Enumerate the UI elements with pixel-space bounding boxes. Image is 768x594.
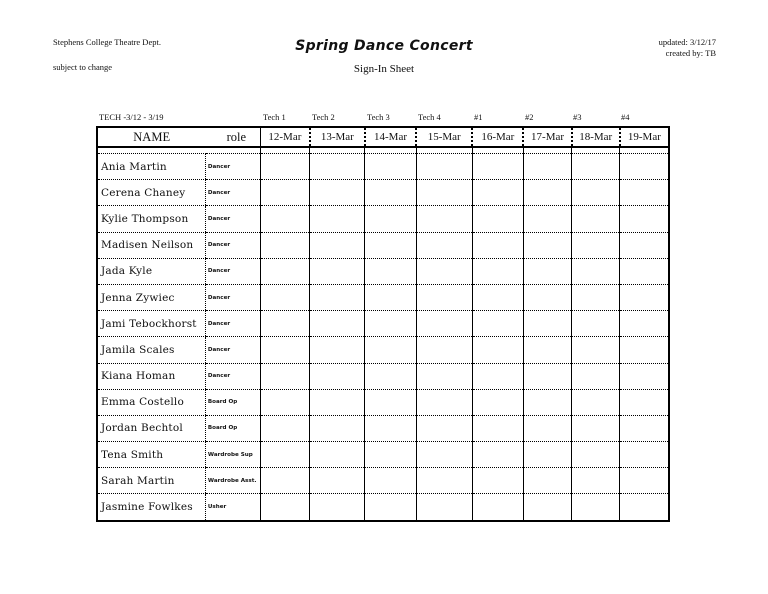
sign-in-cell[interactable] [310, 363, 365, 389]
sign-in-cell[interactable] [261, 258, 310, 284]
date-column-header: 12-Mar [261, 127, 310, 147]
sign-in-cell[interactable] [572, 154, 620, 180]
sign-in-cell[interactable] [472, 468, 523, 494]
sign-in-cell[interactable] [310, 180, 365, 206]
column-group-label: Tech 1 [263, 112, 286, 122]
date-column-header: 18-Mar [572, 127, 620, 147]
sign-in-cell[interactable] [523, 284, 571, 310]
sign-in-cell[interactable] [472, 494, 523, 521]
person-name: Sarah Martin [97, 468, 205, 494]
sign-in-cell[interactable] [620, 232, 669, 258]
date-column-header: 15-Mar [416, 127, 472, 147]
name-column-header: NAME [97, 127, 205, 147]
sign-in-cell[interactable] [365, 154, 416, 180]
sign-in-cell[interactable] [261, 232, 310, 258]
sign-in-cell[interactable] [416, 180, 472, 206]
sign-in-cell[interactable] [365, 258, 416, 284]
sign-in-cell[interactable] [472, 442, 523, 468]
sign-in-cell[interactable] [416, 468, 472, 494]
sign-in-cell[interactable] [416, 258, 472, 284]
person-name: Tena Smith [97, 442, 205, 468]
sign-in-cell[interactable] [365, 494, 416, 521]
sign-in-cell[interactable] [620, 154, 669, 180]
person-name: Jamila Scales [97, 337, 205, 363]
table-header-row [97, 127, 669, 147]
sign-in-cell[interactable] [572, 468, 620, 494]
sign-in-cell[interactable] [620, 180, 669, 206]
person-name: Cerena Chaney [97, 180, 205, 206]
sign-in-cell[interactable] [472, 415, 523, 441]
sign-in-cell[interactable] [523, 494, 571, 521]
column-group-label: #3 [573, 112, 582, 122]
sign-in-cell[interactable] [472, 154, 523, 180]
sign-in-cell[interactable] [261, 154, 310, 180]
sign-in-cell[interactable] [416, 389, 472, 415]
sign-in-cell[interactable] [261, 284, 310, 310]
sign-in-cell[interactable] [620, 415, 669, 441]
sign-in-cell[interactable] [416, 311, 472, 337]
page-subtitle: Sign-In Sheet [353, 63, 415, 75]
table-row [97, 363, 669, 389]
sign-in-cell[interactable] [620, 284, 669, 310]
sign-in-cell[interactable] [620, 258, 669, 284]
sign-in-cell[interactable] [261, 206, 310, 232]
person-name: Kiana Homan [97, 363, 205, 389]
sign-in-cell[interactable] [365, 415, 416, 441]
person-name: Emma Costello [97, 389, 205, 415]
column-group-label: Tech 3 [367, 112, 390, 122]
table-body [97, 147, 669, 521]
sign-in-cell[interactable] [523, 311, 571, 337]
person-role: Dancer [205, 206, 260, 232]
sign-in-cell[interactable] [310, 232, 365, 258]
sign-in-cell[interactable] [523, 232, 571, 258]
sign-in-cell[interactable] [620, 311, 669, 337]
sign-in-cell[interactable] [472, 284, 523, 310]
created-by: created by: TB [665, 48, 716, 58]
sign-in-cell[interactable] [620, 442, 669, 468]
sign-in-cell[interactable] [572, 363, 620, 389]
sign-in-cell[interactable] [310, 389, 365, 415]
person-role: Dancer [205, 232, 260, 258]
date-column-header: 13-Mar [310, 127, 365, 147]
sign-in-cell[interactable] [310, 258, 365, 284]
person-role: Dancer [205, 337, 260, 363]
updated-info [659, 37, 716, 59]
person-role: Dancer [205, 180, 260, 206]
table-row [97, 389, 669, 415]
sign-in-cell[interactable] [261, 180, 310, 206]
person-name: Jenna Zywiec [97, 284, 205, 310]
sign-in-cell[interactable] [523, 468, 571, 494]
sign-in-cell[interactable] [416, 363, 472, 389]
sign-in-cell[interactable] [310, 468, 365, 494]
person-name: Kylie Thompson [97, 206, 205, 232]
sign-in-cell[interactable] [261, 415, 310, 441]
role-column-header: role [205, 127, 260, 147]
sign-in-cell[interactable] [416, 415, 472, 441]
page-title: Spring Dance Concert [295, 38, 473, 54]
sign-in-cell[interactable] [261, 337, 310, 363]
person-name: Jada Kyle [97, 258, 205, 284]
sign-in-cell[interactable] [572, 258, 620, 284]
sign-in-cell[interactable] [416, 232, 472, 258]
table-row [97, 206, 669, 232]
sign-in-cell[interactable] [472, 337, 523, 363]
person-role: Dancer [205, 363, 260, 389]
sign-in-cell[interactable] [572, 180, 620, 206]
sign-in-cell[interactable] [523, 363, 571, 389]
sign-in-cell[interactable] [620, 494, 669, 521]
sign-in-cell[interactable] [416, 206, 472, 232]
table-row [97, 154, 669, 180]
table-row [97, 494, 669, 521]
sign-in-cell[interactable] [523, 337, 571, 363]
sign-in-cell[interactable] [572, 389, 620, 415]
column-group-label: Tech 4 [418, 112, 441, 122]
sign-in-table [96, 126, 670, 522]
person-name: Ania Martin [97, 154, 205, 180]
person-role: Board Op [205, 415, 260, 441]
person-role: Dancer [205, 284, 260, 310]
updated-date: updated: 3/12/17 [658, 37, 716, 47]
sign-in-cell[interactable] [572, 284, 620, 310]
person-name: Jasmine Fowlkes [101, 501, 193, 514]
sign-in-cell[interactable] [310, 206, 365, 232]
sign-in-cell[interactable] [310, 311, 365, 337]
sign-in-cell[interactable] [572, 415, 620, 441]
person-name: Madisen Neilson [97, 232, 205, 258]
sign-in-cell[interactable] [620, 206, 669, 232]
sign-in-cell[interactable] [365, 442, 416, 468]
sign-in-cell[interactable] [365, 468, 416, 494]
sign-in-cell[interactable] [310, 442, 365, 468]
sign-in-cell[interactable] [523, 442, 571, 468]
sign-in-cell[interactable] [572, 232, 620, 258]
sign-in-cell[interactable] [523, 206, 571, 232]
table-row [97, 468, 669, 494]
sign-in-cell[interactable] [572, 494, 620, 521]
org-name: Stephens College Theatre Dept. [53, 37, 161, 47]
person-role: Dancer [205, 258, 260, 284]
sign-in-cell[interactable] [523, 258, 571, 284]
table-row [97, 311, 669, 337]
sign-in-cell[interactable] [416, 442, 472, 468]
column-group-label: #4 [621, 112, 630, 122]
date-column-header: 16-Mar [472, 127, 523, 147]
sign-in-cell[interactable] [472, 232, 523, 258]
date-column-header: 19-Mar [620, 127, 669, 147]
sign-in-cell[interactable] [365, 311, 416, 337]
sign-in-cell[interactable] [310, 494, 365, 521]
sign-in-cell[interactable] [620, 468, 669, 494]
table-row [97, 232, 669, 258]
sign-in-cell[interactable] [472, 389, 523, 415]
sign-in-cell[interactable] [261, 389, 310, 415]
sign-in-cell[interactable] [523, 389, 571, 415]
sign-in-cell[interactable] [261, 442, 310, 468]
sign-in-cell[interactable] [472, 180, 523, 206]
person-role: Wardrobe Asst. [205, 468, 260, 494]
sign-in-cell[interactable] [416, 284, 472, 310]
sign-in-cell[interactable] [365, 232, 416, 258]
table-row [97, 258, 669, 284]
sign-in-cell[interactable] [572, 337, 620, 363]
sign-in-cell[interactable] [620, 337, 669, 363]
table-row [97, 180, 669, 206]
sign-in-cell[interactable] [261, 363, 310, 389]
person-name: Jordan Bechtol [97, 415, 205, 441]
sign-in-cell[interactable] [620, 363, 669, 389]
sign-in-cell[interactable] [365, 389, 416, 415]
sign-in-cell[interactable] [365, 180, 416, 206]
person-role: Dancer [205, 311, 260, 337]
sign-in-cell[interactable] [572, 442, 620, 468]
column-group-label: #2 [525, 112, 534, 122]
date-column-header: 17-Mar [523, 127, 571, 147]
sign-in-cell[interactable] [523, 180, 571, 206]
column-group-label: #1 [474, 112, 483, 122]
sign-in-cell[interactable] [523, 154, 571, 180]
table-row [97, 337, 669, 363]
sign-in-cell[interactable] [472, 311, 523, 337]
table-row [97, 442, 669, 468]
person-role: Board Op [205, 389, 260, 415]
person-role: Wardrobe Sup [205, 442, 260, 468]
person-role: Usher [205, 494, 260, 521]
sign-in-cell[interactable] [523, 415, 571, 441]
person-role: Dancer [205, 154, 260, 180]
person-name: Jami Tebockhorst [97, 311, 205, 337]
date-column-header: 14-Mar [365, 127, 416, 147]
sign-in-cell[interactable] [365, 284, 416, 310]
subject-to-change-note: subject to change [53, 62, 113, 72]
sign-in-cell[interactable] [572, 206, 620, 232]
sign-in-cell[interactable] [261, 311, 310, 337]
sign-in-cell[interactable] [365, 363, 416, 389]
sign-in-cell[interactable] [416, 154, 472, 180]
sign-in-cell[interactable] [472, 206, 523, 232]
sign-in-cell[interactable] [365, 337, 416, 363]
sign-in-cell[interactable] [416, 494, 472, 521]
sign-in-cell[interactable] [261, 494, 310, 521]
period-label: TECH -3/12 - 3/19 [99, 112, 164, 122]
sign-in-cell[interactable] [620, 389, 669, 415]
sign-in-cell[interactable] [310, 284, 365, 310]
column-group-label: Tech 2 [312, 112, 335, 122]
sign-in-cell[interactable] [472, 258, 523, 284]
table-row [97, 415, 669, 441]
sign-in-cell[interactable] [572, 311, 620, 337]
sign-in-cell[interactable] [472, 363, 523, 389]
sign-in-cell[interactable] [365, 206, 416, 232]
sign-in-cell[interactable] [261, 468, 310, 494]
sign-in-cell[interactable] [310, 337, 365, 363]
sign-in-cell[interactable] [310, 154, 365, 180]
table-row [97, 284, 669, 310]
sign-in-cell[interactable] [310, 415, 365, 441]
sign-in-cell[interactable] [416, 337, 472, 363]
